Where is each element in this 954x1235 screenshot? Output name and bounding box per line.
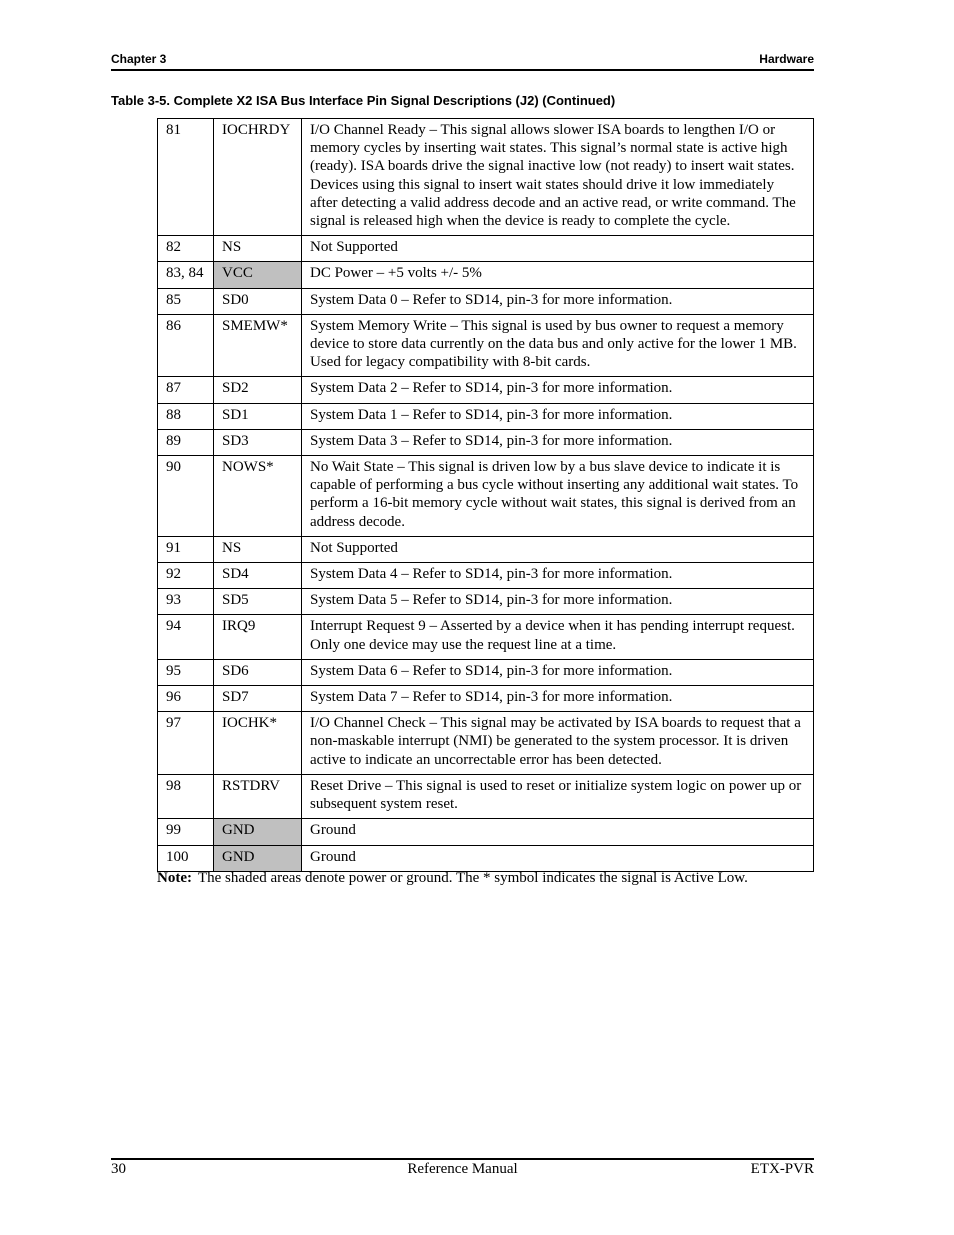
signal-description-cell: System Memory Write – This signal is used by bus owner to request a memory device to store data currently on the data bus and only active for the lower 1 MB. Used for legacy compatibility with 8-bit cards. <box>302 314 814 377</box>
chapter-label: Chapter 3 <box>111 52 167 66</box>
manual-title: Reference Manual <box>407 1161 518 1177</box>
pin-number-cell: 87 <box>158 377 214 403</box>
pin-number-cell: 90 <box>158 456 214 537</box>
signal-name-cell: SD7 <box>214 686 302 712</box>
signal-name-cell: SMEMW* <box>214 314 302 377</box>
signal-name-cell: SD0 <box>214 288 302 314</box>
note-label: Note: <box>157 870 192 886</box>
pin-number-cell: 95 <box>158 659 214 685</box>
pin-signal-table <box>157 118 814 872</box>
pin-number-cell: 94 <box>158 615 214 659</box>
table-note <box>157 870 748 887</box>
page-number: 30 <box>111 1161 126 1177</box>
pin-number-cell: 93 <box>158 589 214 615</box>
signal-name-cell: IOCHK* <box>214 712 302 775</box>
signal-description-cell: System Data 4 – Refer to SD14, pin-3 for more information. <box>302 563 814 589</box>
section-label: Hardware <box>759 52 814 66</box>
signal-description-cell: I/O Channel Ready – This signal allows slower ISA boards to lengthen I/O or memory cycles by inserting wait states. This signal’s normal state is active high (ready). ISA boards drive the signal inactive low (not ready) to insert wait states. Devices using this signal to insert wait states should drive it low immediately after detecting a valid address decode and an active read, or write command. The signal is released high when the device is ready to complete the cycle. <box>302 119 814 236</box>
table-row <box>158 429 814 455</box>
table-row <box>158 456 814 537</box>
signal-name-cell: SD6 <box>214 659 302 685</box>
pin-number-cell: 96 <box>158 686 214 712</box>
signal-name-cell: SD5 <box>214 589 302 615</box>
table-row <box>158 377 814 403</box>
pin-number-cell: 82 <box>158 236 214 262</box>
table-row <box>158 615 814 659</box>
signal-description-cell: No Wait State – This signal is driven low by a bus slave device to indicate it is capable of performing a bus cycle without inserting any additional wait states. To perform a 16-bit memory cycle without wait states, this signal is derived from an address decode. <box>302 456 814 537</box>
signal-description-cell: Ground <box>302 845 814 871</box>
table-row <box>158 589 814 615</box>
signal-description-cell: DC Power – +5 volts +/- 5% <box>302 262 814 288</box>
table-row <box>158 712 814 775</box>
table-row <box>158 774 814 818</box>
note-text: The shaded areas denote power or ground. The * symbol indicates the signal is Active Low. <box>197 870 748 886</box>
signal-name-cell: GND <box>214 819 302 845</box>
pin-number-cell: 99 <box>158 819 214 845</box>
product-name: ETX-PVR <box>750 1161 814 1177</box>
pin-number-cell: 98 <box>158 774 214 818</box>
signal-description-cell: Reset Drive – This signal is used to reset or initialize system logic on power up or subsequent system reset. <box>302 774 814 818</box>
table-row <box>158 314 814 377</box>
signal-name-cell: NOWS* <box>214 456 302 537</box>
page-footer <box>111 1158 814 1182</box>
table-row <box>158 119 814 236</box>
pin-number-cell: 81 <box>158 119 214 236</box>
pin-number-cell: 91 <box>158 536 214 562</box>
signal-description-cell: System Data 3 – Refer to SD14, pin-3 for more information. <box>302 429 814 455</box>
table-row <box>158 819 814 845</box>
signal-name-cell: IOCHRDY <box>214 119 302 236</box>
table-row <box>158 288 814 314</box>
signal-description-cell: I/O Channel Check – This signal may be activated by ISA boards to request that a non-maskable interrupt (NMI) be generated to the system processor. It is driven active to indicate an uncorrectable error has been detected. <box>302 712 814 775</box>
signal-name-cell: VCC <box>214 262 302 288</box>
signal-name-cell: RSTDRV <box>214 774 302 818</box>
table-row <box>158 262 814 288</box>
signal-name-cell: NS <box>214 536 302 562</box>
signal-description-cell: Ground <box>302 819 814 845</box>
signal-name-cell: SD2 <box>214 377 302 403</box>
signal-description-cell: Not Supported <box>302 236 814 262</box>
pin-number-cell: 86 <box>158 314 214 377</box>
signal-name-cell: SD4 <box>214 563 302 589</box>
signal-description-cell: System Data 7 – Refer to SD14, pin-3 for more information. <box>302 686 814 712</box>
table-row <box>158 659 814 685</box>
signal-name-cell: SD3 <box>214 429 302 455</box>
signal-description-cell: Not Supported <box>302 536 814 562</box>
pin-number-cell: 92 <box>158 563 214 589</box>
signal-description-cell: System Data 2 – Refer to SD14, pin-3 for more information. <box>302 377 814 403</box>
signal-name-cell: GND <box>214 845 302 871</box>
signal-name-cell: NS <box>214 236 302 262</box>
pin-number-cell: 85 <box>158 288 214 314</box>
table-row <box>158 236 814 262</box>
table-caption: Table 3-5. Complete X2 ISA Bus Interface Pin Signal Descriptions (J2) (Continued) <box>111 93 616 108</box>
pin-number-cell: 97 <box>158 712 214 775</box>
signal-description-cell: System Data 0 – Refer to SD14, pin-3 for more information. <box>302 288 814 314</box>
table-row <box>158 845 814 871</box>
pin-number-cell: 88 <box>158 403 214 429</box>
table-row <box>158 536 814 562</box>
signal-description-cell: Interrupt Request 9 – Asserted by a device when it has pending interrupt request. Only one device may use the request line at a time. <box>302 615 814 659</box>
table-row <box>158 686 814 712</box>
table-row <box>158 563 814 589</box>
page-header <box>111 52 814 71</box>
pin-number-cell: 83, 84 <box>158 262 214 288</box>
signal-description-cell: System Data 1 – Refer to SD14, pin-3 for more information. <box>302 403 814 429</box>
table-row <box>158 403 814 429</box>
signal-name-cell: SD1 <box>214 403 302 429</box>
pin-number-cell: 100 <box>158 845 214 871</box>
signal-name-cell: IRQ9 <box>214 615 302 659</box>
signal-description-cell: System Data 6 – Refer to SD14, pin-3 for more information. <box>302 659 814 685</box>
pin-number-cell: 89 <box>158 429 214 455</box>
signal-description-cell: System Data 5 – Refer to SD14, pin-3 for more information. <box>302 589 814 615</box>
